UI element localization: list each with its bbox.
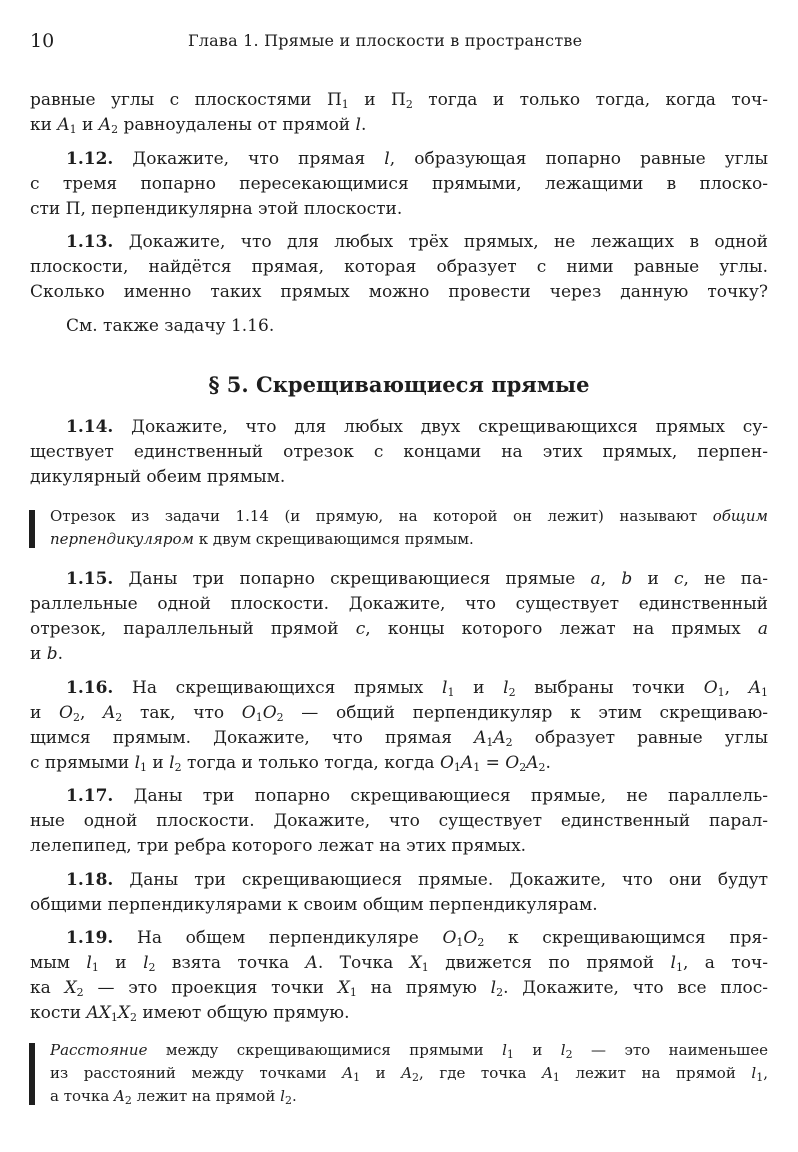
text-line: 1.19. На общем перпендикуляре $O_1O_2$ к скрещивающимся пря- bbox=[66, 928, 768, 949]
text-line: мым $l_1$ и $l_2$ взята точка A. Точка $X_1$ движется по прямой $l_1$, а точ- bbox=[30, 953, 768, 974]
text-line: 1.16. На скрещивающихся прямых $l_1$ и $l_2$ выбраны точки $O_1$, $A_1$ bbox=[66, 678, 768, 699]
section-title: § 5. Скрещивающиеся прямые bbox=[208, 372, 590, 397]
text-line: равные углы с плоскостями $\Pi_1$ и $\Pi_2$ тогда и только тогда, когда точ- bbox=[30, 90, 768, 111]
text-line: с прямыми $l_1$ и $l_2$ тогда и только тогда, когда $O_1A_1 = O_2A_2$. bbox=[30, 753, 551, 774]
paragraph-continuation bbox=[30, 88, 768, 138]
text-line: ка $X_2$ — это проекция точки $X_1$ на прямую $l_2$. Докажите, что все плос- bbox=[30, 978, 768, 999]
text-line: 1.17. Даны три попарно скрещивающиеся прямые, не параллель- bbox=[66, 786, 768, 806]
text-line: с тремя попарно пересекающимися прямыми, лежащими в плоско- bbox=[30, 174, 768, 194]
text-line: плоскости, найдётся прямая, которая образует с ними равные углы. bbox=[30, 257, 768, 277]
text-line: лелепипед, три ребра которого лежат на этих прямых. bbox=[30, 836, 527, 856]
text-line: Расстояние между скрещивающимися прямыми $l_1$ и $l_2$ — это наименьшее bbox=[50, 1041, 768, 1061]
text-line: а точка $A_2$ лежит на прямой $l_2$. bbox=[50, 1087, 297, 1107]
text-line: дикулярный обеим прямым. bbox=[30, 467, 286, 487]
text-line: 1.14. Докажите, что для любых двух скрещивающихся прямых су- bbox=[66, 417, 768, 437]
text-line: Сколько именно таких прямых можно провести через данную точку? bbox=[30, 282, 768, 302]
problem-1-19 bbox=[30, 926, 768, 1026]
problem-1-17 bbox=[30, 784, 768, 859]
text-line: и $O_2$, $A_2$ так, что $O_1O_2$ — общий перпендикуляр к этим скрещиваю- bbox=[30, 703, 768, 724]
text-line: 1.13. Докажите, что для любых трёх прямых, не лежащих в одной bbox=[66, 232, 768, 252]
text-line: кости $AX_1X_2$ имеют общую прямую. bbox=[30, 1003, 350, 1024]
text-line: из расстояний между точками $A_1$ и $A_2$, где точка $A_1$ лежит на прямой $l_1$, bbox=[50, 1064, 768, 1084]
definition-note bbox=[50, 505, 768, 551]
text-line: См. также задачу 1.16. bbox=[66, 316, 275, 336]
page-number: 10 bbox=[30, 30, 55, 52]
text-line: щимся прямым. Докажите, что прямая $A_1A_2$ образует равные углы bbox=[30, 728, 768, 749]
text-line: ществует единственный отрезок с концами на этих прямых, перпен- bbox=[30, 442, 768, 462]
text-line: сти Π, перпендикулярна этой плоскости. bbox=[30, 199, 403, 219]
text-line: и b. bbox=[30, 644, 64, 664]
problem-1-16 bbox=[30, 676, 768, 776]
text-line: 1.18. Даны три скрещивающиеся прямые. Докажите, что они будут bbox=[66, 870, 768, 890]
text-line: 1.12. Докажите, что прямая l, образующая попарно равные углы bbox=[66, 149, 768, 169]
text-line: ки $A_1$ и $A_2$ равноудалены от прямой l. bbox=[30, 115, 367, 136]
running-head: Глава 1. Прямые и плоскости в пространстве bbox=[188, 31, 583, 50]
text-line: 1.15. Даны три попарно скрещивающиеся прямые a, b и c, не па- bbox=[66, 569, 768, 589]
problem-1-12 bbox=[30, 147, 768, 222]
text-line: перпендикуляром к двум скрещивающимся прямым. bbox=[50, 530, 474, 548]
text-line: раллельные одной плоскости. Докажите, что существует единственный bbox=[30, 594, 768, 614]
problem-1-13 bbox=[30, 230, 768, 305]
note-bar bbox=[29, 1043, 35, 1105]
problem-1-14 bbox=[30, 415, 768, 490]
text-line: ные одной плоскости. Докажите, что существует единственный парал- bbox=[30, 811, 768, 831]
see-also bbox=[30, 314, 768, 339]
text-line: отрезок, параллельный прямой c, концы которого лежат на прямых a bbox=[30, 619, 768, 639]
text-line: общими перпендикулярами к своим общим перпендикулярам. bbox=[30, 895, 598, 915]
note-bar bbox=[29, 510, 35, 548]
definition-note bbox=[50, 1039, 768, 1108]
problem-1-15 bbox=[30, 567, 768, 667]
text-line: Отрезок из задачи 1.14 (и прямую, на которой он лежит) называют общим bbox=[50, 507, 768, 525]
problem-1-18 bbox=[30, 868, 768, 918]
